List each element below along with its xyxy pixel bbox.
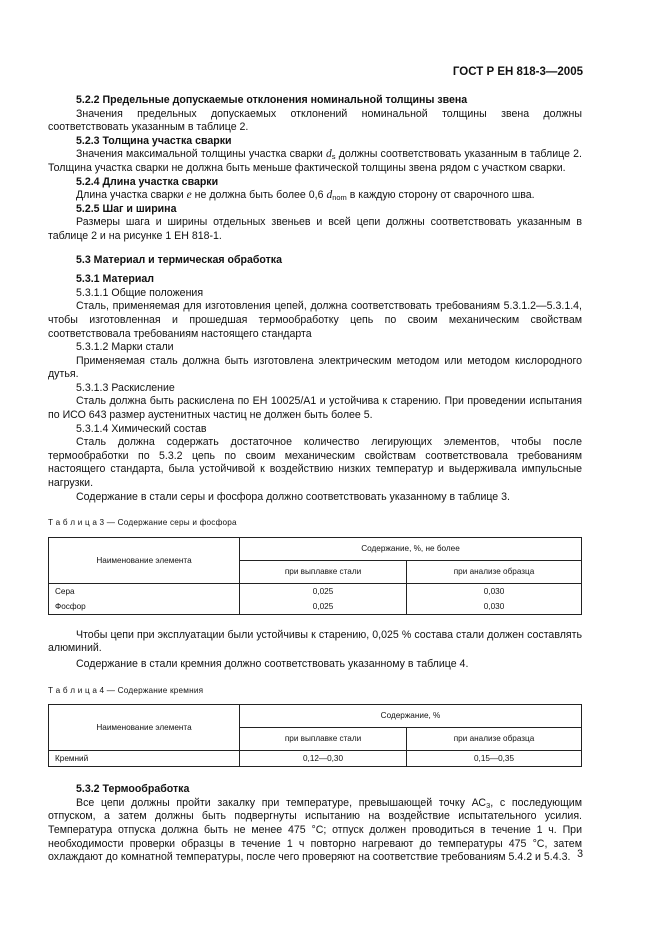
symbol-d: d [326,148,332,161]
table-4-caption: Т а б л и ц а 4 — Содержание кремния [48,685,204,695]
section-5-3-2-text [48,797,582,865]
section-5-3-2-title: 5.3.2 Термообработка [76,783,190,796]
text-part: в каждую сторону от сварочного шва. [346,189,535,202]
table-cell: 0,15—0,35 [407,751,582,767]
table-cell: Сера [49,583,240,599]
table-cell: 0,025 [240,583,407,599]
text-part: не должна быть более 0,6 [191,189,327,202]
section-5-2-5-text: Размеры шага и ширины отдельных звеньев и всей цепи должны соответствовать указанным в таблице 2 и на рисунке 1 ЕН 818-1. [48,216,582,242]
table-3-header-a: при выплавке стали [240,560,407,583]
aluminium-text: Чтобы цепи при эксплуатации были устойчивы к старению, 0,025 % состава стали должен составлять алюминий. [48,628,582,655]
table-3-header-group: Содержание, %, не более [240,537,582,560]
section-5-3-title: 5.3 Материал и термическая обработка [76,253,282,266]
table-4-header-a: при выплавке стали [240,728,407,751]
table-4-header-group: Содержание, % [240,705,582,728]
silicon-text: Содержание в стали кремния должно соответствовать указанному в таблице 4. [76,658,469,670]
page-number: 3 [577,848,583,860]
table-4 [48,704,582,767]
section-5-2-5-title: 5.2.5 Шаг и ширина [76,202,177,215]
section-5-2-4-text [48,189,582,203]
symbol-d: d [326,189,333,202]
section-5-3-1-4-text: Сталь должна содержать достаточное количество легирующих элементов, чтобы после термообработки по 5.3.2 цепь по своим механическим свойствам соответствовала требованиям настоящего стандарта, была устойчивой к воздействию низких температур и выдерживала импульсные нагрузки. [48,436,582,490]
text-part: Значения максимальной толщины участка сварки [76,148,327,161]
section-5-2-2-text: Значения предельных допускаемых отклонений номинальной толщины звена должны соответствовать указанным в таблице 2. [48,107,582,134]
table-cell: 0,030 [407,583,582,599]
table-3 [48,537,582,615]
section-5-2-2-title: 5.2.2 Предельные допускаемые отклонения номинальной толщины звена [76,94,468,106]
document-code: ГОСТ Р ЕН 818-3—2005 [452,66,583,78]
table-row [49,751,582,767]
section-5-2-3-title: 5.2.3 Толщина участка сварки [76,134,232,147]
page-body [48,94,582,865]
text-part: должны соответствовать указанным в таблице 2. Толщина участка сварки не должна быть меньше фактической толщины звена рядом с участком сварки. [48,148,583,174]
text-part: Длина участка сварки [76,189,187,202]
table-row [49,583,582,599]
subscript: 3 [486,800,491,810]
section-5-3-1-2-title: 5.3.1.2 Марки стали [76,341,174,354]
section-5-2-4-title: 5.2.4 Длина участка сварки [76,175,219,188]
section-5-3-1-3-text: Сталь должна быть раскислена по ЕН 10025/А1 и устойчива к старению. При проведении испытания по ИСО 643 размер аустенитных частиц не должен быть более 5. [48,395,582,422]
section-5-3-1-3-title: 5.3.1.3 Раскисление [76,381,175,394]
symbol-e: e [186,189,192,202]
section-5-3-1-1-text: Сталь, применяемая для изготовления цепей, должна соответствовать требованиям 5.3.1.2—5.3.1.4, чтобы изготовленная и прошедшая термообработку цепь по своим механическим свойствам соответствовала требованиям настоящего стандарта [48,300,582,340]
symbol-subscript: s [331,152,336,162]
table-4-header-b: при анализе образца [407,728,582,751]
symbol-subscript: nom [332,193,347,203]
table-cell: 0,025 [240,599,407,615]
table-3-header-name: Наименование элемента [49,537,240,583]
text-part: Все цепи должны пройти закалку при температуре, превышающей точку АС [76,796,487,809]
section-5-3-1-1-title: 5.3.1.1 Общие положения [76,286,204,299]
table-cell: Кремний [49,751,240,767]
table-3-header-b: при анализе образца [407,560,582,583]
table-3-caption: Т а б л и ц а 3 — Содержание серы и фосфора [48,518,237,528]
table-4-header-name: Наименование элемента [49,705,240,751]
section-5-2-3-text [48,148,582,175]
table-cell: Фосфор [49,599,240,615]
table-cell: 0,12—0,30 [240,751,407,767]
section-5-3-1-title: 5.3.1 Материал [76,273,155,286]
section-5-3-1-4-text-2: Содержание в стали серы и фосфора должно соответствовать указанному в таблице 3. [76,490,510,503]
text-part: , с последующим отпуском, а затем должны быть подвергнуты испытанию на воздействие испытательного усилия. Температура отпуска должна быть не менее 475 °С; отпуск должен проводиться в течение 1 ч. При необходимости проверки образцы в течение 1 ч повторно нагревают до температуры 475 °С, затем охлаждают до комнатной температуры, после чего проверяют на соответствие требованиям 5.4.2 и 5.4.3. [48,796,583,864]
section-5-3-1-4-title: 5.3.1.4 Химический состав [76,422,207,435]
table-cell: 0,030 [407,599,582,615]
table-row [49,599,582,615]
section-5-3-1-2-text: Применяемая сталь должна быть изготовлена электрическим методом или методом кислородного дутья. [48,354,582,381]
